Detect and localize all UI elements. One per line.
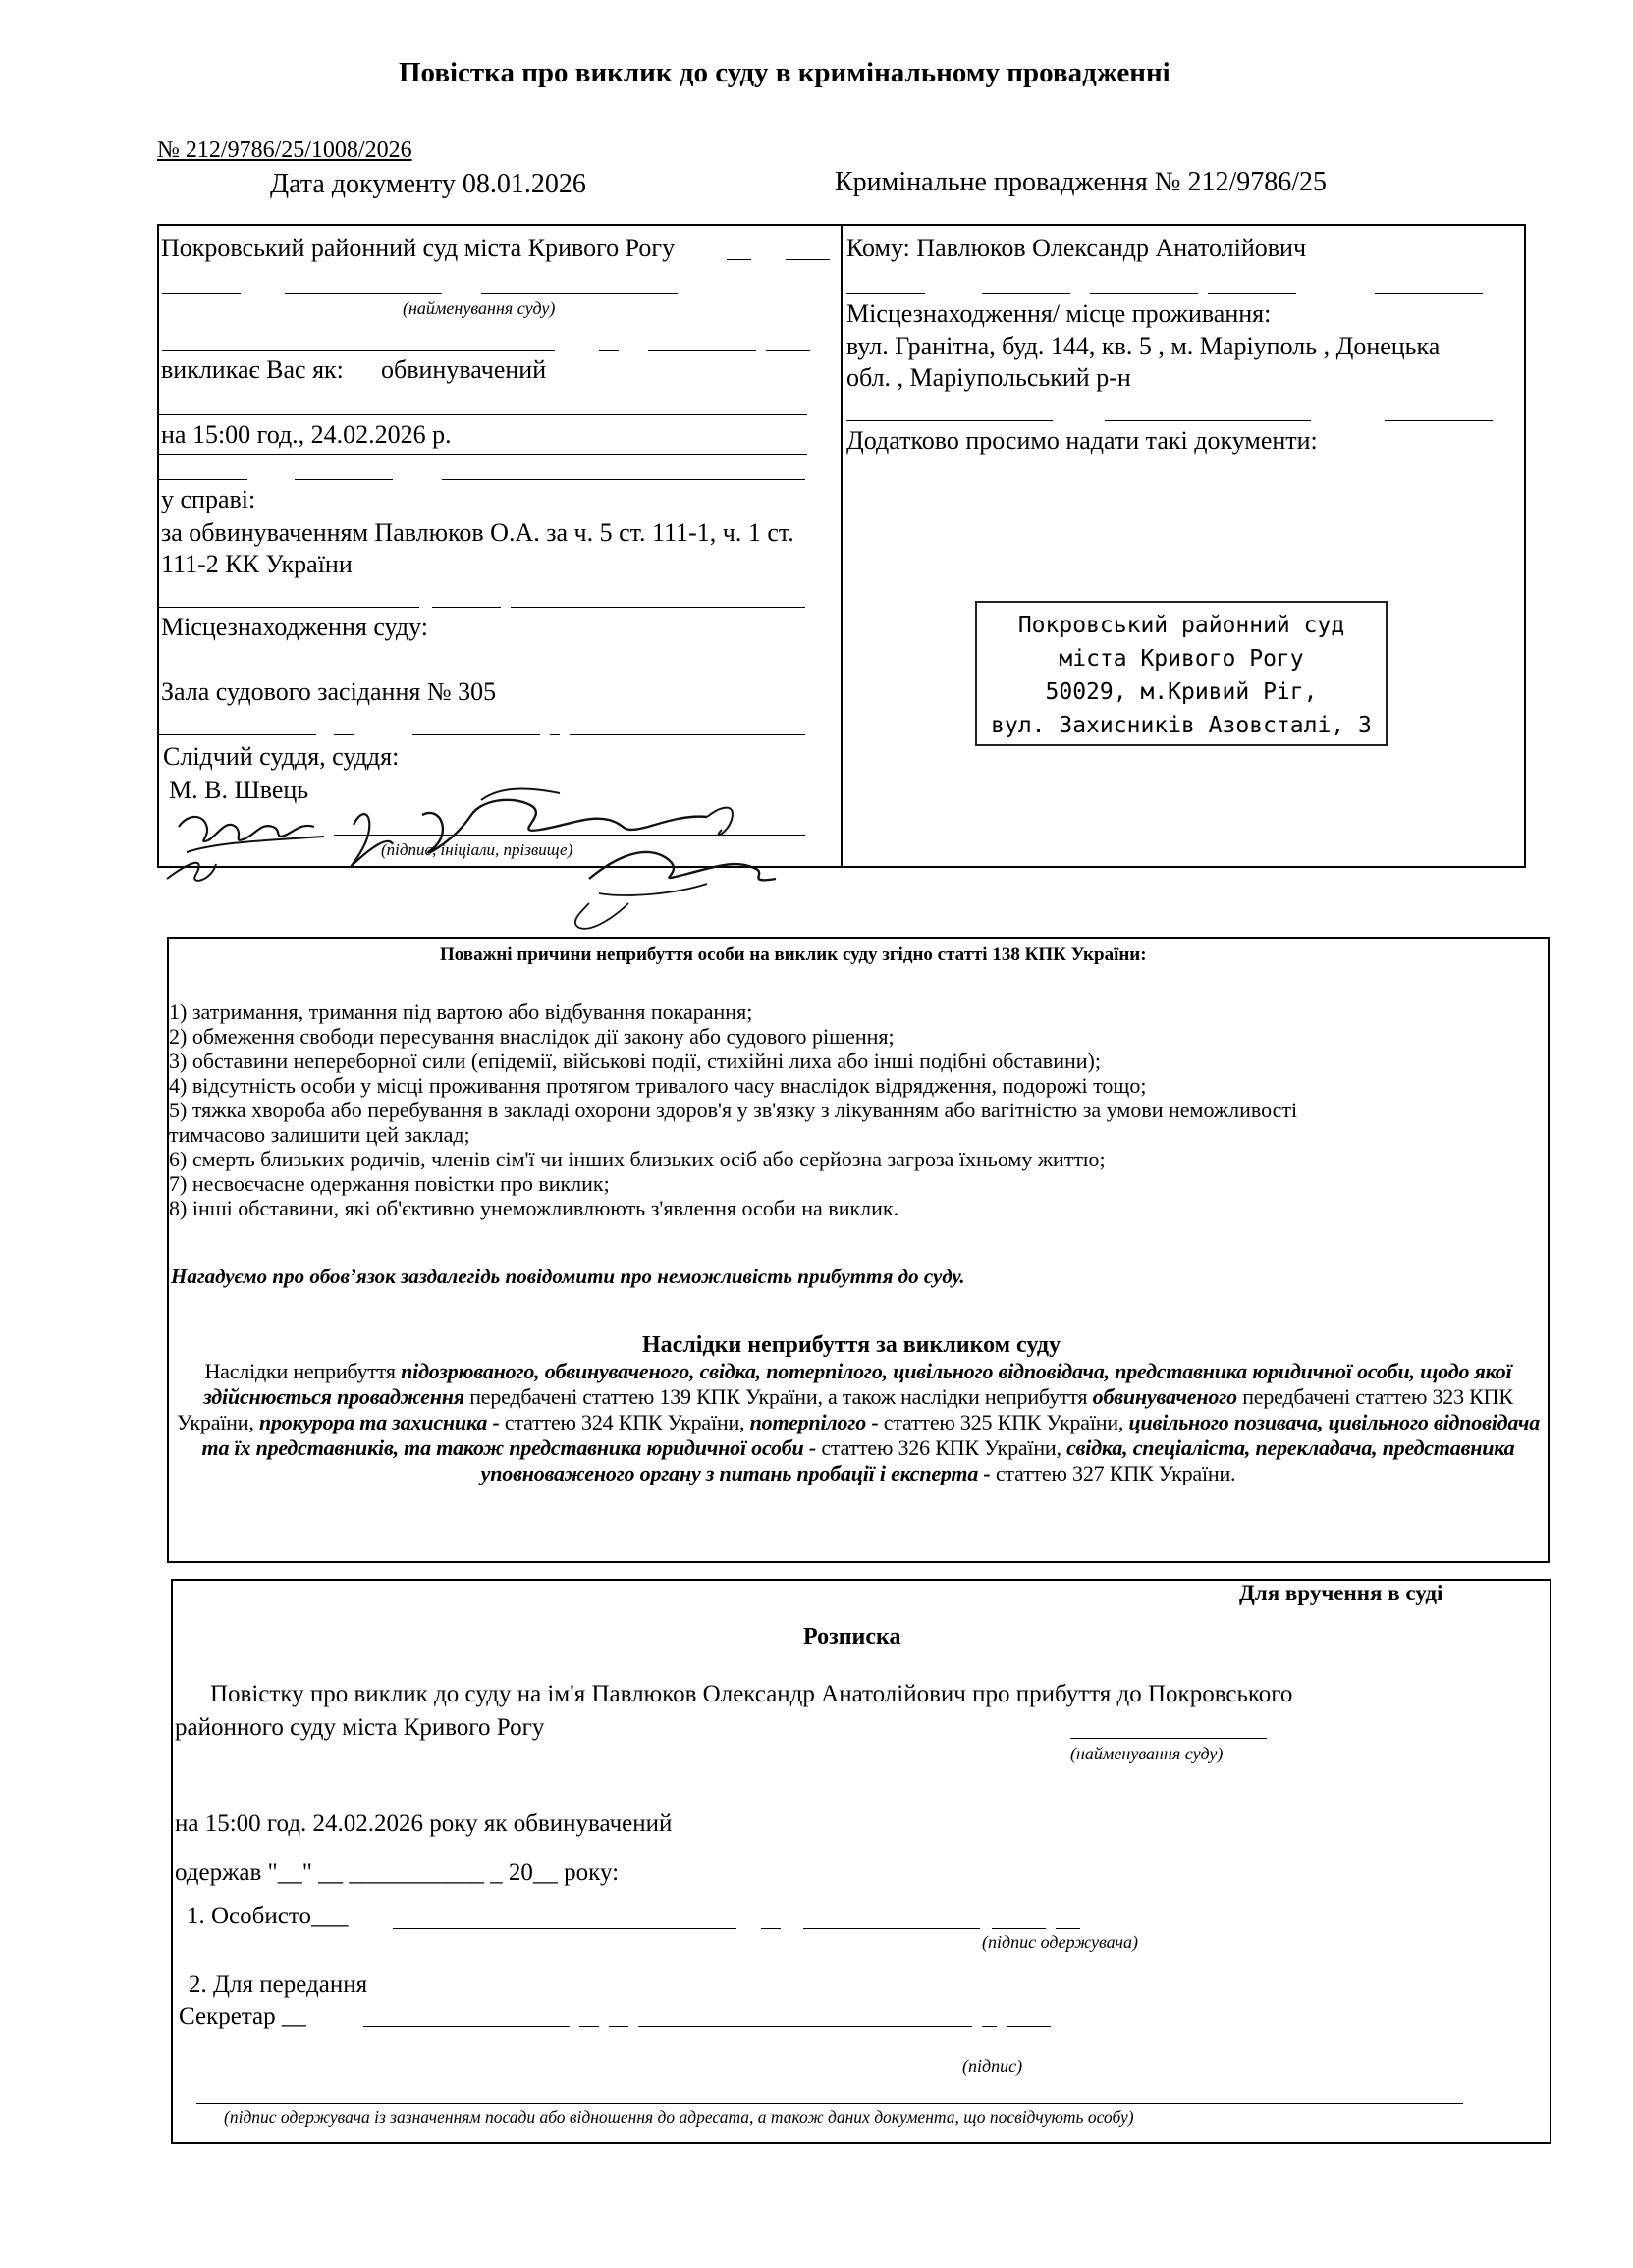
reason-item: 2) обмеження свободи пересування внаслідок дії закону або судового рішення; bbox=[169, 1024, 895, 1049]
page-title: Повістка про виклик до суду в кримінальному провадженні bbox=[399, 57, 1170, 88]
court-location-label: Місцезнаходження суду: bbox=[161, 613, 428, 641]
receipt-corner-note: Для вручення в суді bbox=[1239, 1581, 1443, 1605]
court-name: Покровський районний суд міста Кривого Рогу bbox=[161, 234, 676, 262]
court-location-value: Зала судового засідання № 305 bbox=[161, 677, 497, 706]
judge-name: М. В. Швець bbox=[169, 776, 309, 804]
document-number: № 212/9786/25/1008/2026 bbox=[157, 137, 412, 163]
reason-item: 1) затримання, тримання під вартою або відбування покарання; bbox=[169, 999, 753, 1024]
receipt-line2: районного суду міста Кривого Рогу bbox=[175, 1714, 545, 1741]
reason-item: 3) обставини непереборної сили (епідемії, військові події, стихійні лиха або інші подібні обставини); bbox=[169, 1049, 1101, 1073]
stamp-line2: міста Кривого Рогу bbox=[1059, 646, 1304, 672]
recipient-name: Кому: Павлюков Олександр Анатолійович bbox=[846, 234, 1307, 262]
reasons-heading: Поважні причини неприбуття особи на виклик суду згідно статті 138 КПК України: bbox=[440, 945, 1147, 965]
reason-item: 4) відсутність особи у місці проживання протягом тривалого часу внаслідок відрядження, подорожі тощо; bbox=[169, 1073, 1147, 1098]
reason-item: 5) тяжка хвороба або перебування в закладі охорони здоров'я у зв'язку з лікуванням або вагітністю за умови неможливості bbox=[169, 1098, 1298, 1122]
secretary-line: Секретар __ bbox=[179, 2003, 306, 2029]
additional-documents-label: Додатково просимо надати такі документи: bbox=[846, 426, 1318, 455]
reminder-text: Нагадуємо про обов’язок заздалегідь повідомити про неможливість прибуття до суду. bbox=[171, 1265, 965, 1288]
judge-label: Слідчий суддя, суддя: bbox=[163, 742, 400, 771]
receipt-title: Розписка bbox=[803, 1624, 901, 1649]
court-stamp bbox=[975, 601, 1388, 746]
recipient-signature-caption: (підпис одержувача) bbox=[982, 1932, 1138, 1952]
recipient-address-line2: обл. , Маріупольський р-н bbox=[846, 363, 1131, 392]
case-description-line2: 111-2 КК України bbox=[161, 550, 353, 578]
summons-as-label: викликає Вас як: bbox=[161, 355, 344, 384]
stamp-line4: вул. Захисників Азовсталі, 3 bbox=[991, 713, 1372, 738]
case-description-line1: за обвинуваченням Павлюков О.А. за ч. 5 ст. 111-1, ч. 1 ст. bbox=[161, 518, 794, 547]
consequences-text: Наслідки неприбуття підозрюваного, обвинуваченого, свідка, потерпілого, цивільного відповідача, представника юридичної особи, щодо якої здійснюється провадження передбачені статтею 139 КПК України, а також наслідки неприбуття обвинуваченого передбачені статтею 323 КПК України, прокурора та захисника - статтею 324 КПК України, потерпілого - статтею 325 КПК України, цивільного позивача, цивільного відповідача та їх представників, та також представника юридичної особи - статтею 326 КПК України, свідка, спеціаліста, перекладача, представника уповноваженого органу з питань пробації і експерта - статтею 327 КПК України. bbox=[176, 1359, 1541, 1485]
for-transfer-label: 2. Для передання bbox=[189, 1971, 368, 1998]
reason-item: 7) несвоєчасне одержання повістки про виклик; bbox=[169, 1171, 610, 1196]
column-divider bbox=[841, 224, 843, 868]
stamp-line1: Покровський районний суд bbox=[1017, 613, 1345, 638]
personally-line: 1. Особисто___ bbox=[187, 1903, 349, 1929]
court-name-caption: (найменування суду) bbox=[403, 298, 556, 318]
receipt-line1: Повістку про виклик до суду на ім'я Павлюков Олександр Анатолійович про прибуття до Покровського bbox=[210, 1681, 1293, 1707]
reason-item: 6) смерть близьких родичів, членів сім'ї чи інших близьких осіб або серйозна загроза їхньому життю; bbox=[169, 1147, 1106, 1171]
hearing-datetime: на 15:00 год., 24.02.2026 р. bbox=[161, 420, 452, 449]
reason-item: тимчасово залишити цей заклад; bbox=[169, 1122, 470, 1147]
recipient-address-label: Місцезнаходження/ місце проживання: bbox=[846, 299, 1272, 328]
reason-item: 8) інші обставини, які об'єктивно унеможливлюють з'явлення особи на виклик. bbox=[169, 1196, 899, 1220]
recipient-address-line1: вул. Гранітна, буд. 144, кв. 5 , м. Маріуполь , Донецька bbox=[846, 332, 1441, 360]
receipt-court-caption: (найменування суду) bbox=[1070, 1744, 1224, 1763]
bottom-caption: (підпис одержувача із зазначенням посади або відношення до адресата, а також даних документа, що посвідчують особу) bbox=[224, 2107, 1134, 2127]
proceeding-number: Кримінальне провадження № 212/9786/25 bbox=[835, 167, 1328, 197]
signature-caption-small: (підпис) bbox=[962, 2056, 1023, 2076]
received-date-line: одержав "__" __ ___________ _ 20__ року: bbox=[175, 1860, 620, 1886]
judge-signature bbox=[157, 776, 844, 933]
signature-caption: (підпис, ініціали, прізвище) bbox=[381, 840, 573, 859]
receipt-appearance-line: на 15:00 год. 24.02.2026 року як обвинувачений bbox=[175, 1810, 673, 1837]
document-date: Дата документу 08.01.2026 bbox=[270, 169, 586, 199]
case-label: у справі: bbox=[161, 485, 256, 513]
stamp-line3: 50029, м.Кривий Ріг, bbox=[1045, 679, 1318, 705]
consequences-heading: Наслідки неприбуття за викликом суду bbox=[642, 1332, 1061, 1358]
summons-as-value: обвинувачений bbox=[381, 355, 547, 384]
